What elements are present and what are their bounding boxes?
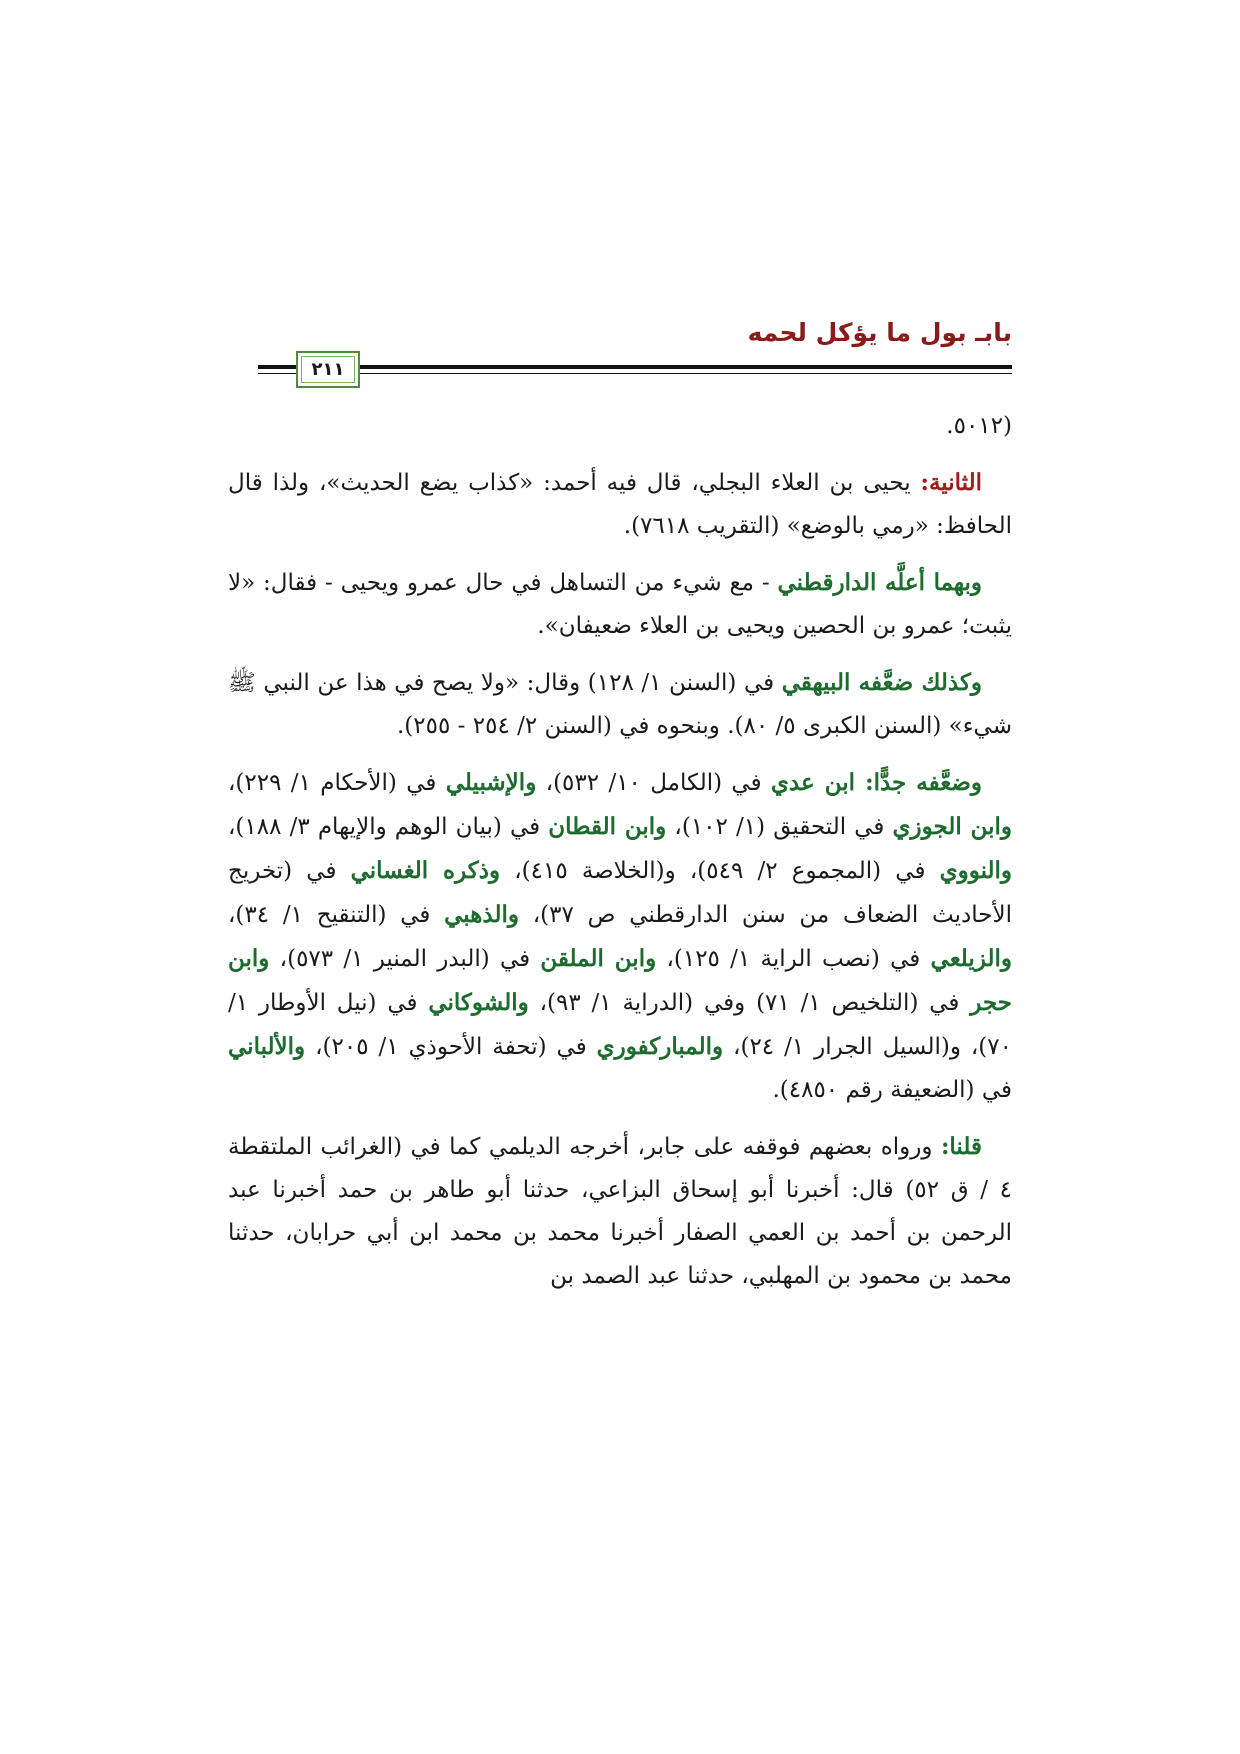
page-body [228,405,1012,1311]
highlighted-name: وكذلك ضعَّفه البيهقي [781,669,983,696]
highlighted-name: وابن الجوزي [892,813,1013,840]
paragraph [228,405,1012,448]
text-run: يحيى بن العلاء البجلي، قال فيه أحمد: «كذاب يضع الحديث»، ولذا قال الحافظ: «رمي بالوضع» (التقريب ٧٦١٨). [228,470,1012,539]
page-number-frame [296,351,360,388]
highlighted-name: قلنا: [940,1133,982,1160]
text-run: في (الأحكام ١/ ٢٢٩)، [228,770,446,796]
text-run: في (الكامل ١٠/ ٥٣٢)، [536,770,771,796]
paragraph [228,761,1012,1112]
page-number: ٢١١ [311,359,345,380]
highlighted-name: وضعَّفه جدًّا: ابن عدي [770,769,982,796]
text-run: في التحقيق (١/ ١٠٢)، [666,814,893,840]
text-run: في (المجموع ٢/ ٥٤٩)، و(الخلاصة ٤١٥)، [500,858,940,884]
text-run: (٥٠١٢. [946,413,1012,439]
paragraph [228,661,1012,748]
highlighted-name: وابن القطان [548,813,667,840]
header-rule-thin [258,373,1012,374]
text-run: في (التلخيص ١/ ٧١) وفي (الدراية ١/ ٩٣)، [528,990,971,1016]
header-rule-thick [258,365,1012,369]
paragraph [228,561,1012,648]
paragraph [228,461,1012,548]
text-run: في (البدر المنير ١/ ٥٧٣)، [269,946,541,972]
chapter-title: بابـ بول ما يؤكل لحمه [747,318,1012,347]
text-run: ورواه بعضهم فوقفه على جابر، أخرجه الديلمي كما في (الغرائب الملتقطة ٤ / ق ٥٢) قال: أخبرنا أبو إسحاق البزاعي، حدثنا أبو طاهر بن حمد أخبرنا عبد الرحمن بن أحمد بن العمي الصفار أخبرنا محمد بن محمد ابن أبي حرابان، حدثنا محمد بن محمود بن المهلبي، حدثنا عبد الصمد بن [228,1134,1012,1289]
text-run: في (نيل الأوطار ١/ ٧٠)، و(السيل الجرار ١/ ٢٤)، [228,990,1012,1060]
highlighted-name: والذهبي [444,901,519,928]
text-run: في (بيان الوهم والإيهام ٣/ ١٨٨)، [228,814,549,840]
highlighted-name: الثانية: [920,469,982,496]
highlighted-name: وبهما أعلَّه الدارقطني [777,569,982,596]
text-run: في (نصب الراية ١/ ١٢٥)، [656,946,931,972]
highlighted-name: وذكره الغساني [350,857,501,884]
text-run: في (التنقيح ١/ ٣٤)، [228,902,445,928]
highlighted-name: والنووي [939,857,1013,884]
highlighted-name: والألباني [228,1033,306,1060]
paragraph [228,1125,1012,1298]
text-run: في (تخريج الأحاديث الضعاف من سنن الدارقطني ص ٣٧)، [228,858,1012,928]
highlighted-name: وابن حجر [228,945,1012,1016]
text-run: في (الضعيفة رقم ٤٨٥٠). [772,1077,1012,1103]
text-run: في (السنن ١/ ١٢٨) وقال: «ولا يصح في هذا عن النبي ﷺ شيء» (السنن الكبرى ٥/ ٨٠). وبنحوه في (السنن ٢/ ٢٥٤ - ٢٥٥). [228,670,1012,739]
highlighted-name: والشوكاني [428,989,529,1016]
text-run: - مع شيء من التساهل في حال عمرو ويحيى - فقال: «لا يثبت؛ عمرو بن الحصين ويحيى بن العلاء ضعيفان». [228,570,1012,639]
highlighted-name: وابن الملقن [540,945,657,972]
highlighted-name: والزيلعي [930,945,1013,972]
highlighted-name: والإشبيلي [445,769,537,796]
text-run: في (تحفة الأحوذي ١/ ٢٠٥)، [305,1034,597,1060]
highlighted-name: والمباركفوري [596,1033,724,1060]
page-header [258,318,1012,388]
